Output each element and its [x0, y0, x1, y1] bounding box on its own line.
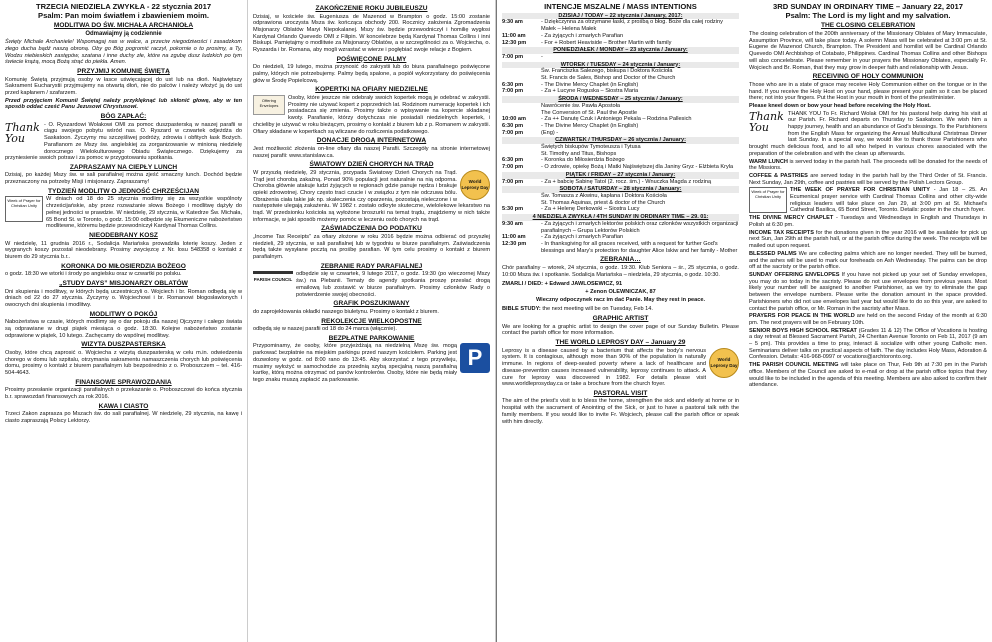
mass-intention-row	[502, 103, 739, 110]
mass-intention-row	[502, 54, 739, 61]
inline-heading: INCOME TAX RECEIPTS	[749, 229, 814, 236]
section-heading: KOPERTKI NA OFIARY NIEDZIELNE	[315, 86, 428, 94]
section-heading: ZEBRANIA…	[600, 256, 641, 264]
mass-intention-row	[502, 179, 739, 186]
polish-psalm: Psalm: Pan moim światłem i zbawieniem moim.	[38, 10, 209, 20]
mass-intention-text: - O zdrowie, opiekę Bożą i Matki Najświętszej dla Janiny Gryz - Elżbieta Kryla	[541, 164, 734, 171]
mass-intention-text: - Za + Helenę Derkowski – Siostra Lucy	[541, 206, 640, 213]
section-text: - O. Ryszardowi Wolakowi OMI za pomoc duszpasterską w naszej parafii w ciągu swojego pobytu wśród nas. O. Ryszard w czwartek odjeżdża do Saskatoon. Życzymy mu szczęśliwej podróży, zdrowia i obfitych łask Bożych. Parafianom ze Mszy św. angielskiej za zorganizowanie w minioną niedzielę dorocznego Wielokulturowego Obiadu Świątecznego. Dziękujemy za przyniesienie swoich potraw i za pomoc w przygotowaniu spotkania.	[5, 121, 242, 162]
section-heading: REKOLEKCJE WIELKOPOSTNE	[321, 317, 422, 325]
section-heading: TYDZIEŃ MODLITW O JEDNOŚĆ CHRZEŚCIJAN	[48, 187, 199, 195]
section-heading: ZAKOŃCZENIE ROKU JUBILEUSZU	[315, 5, 428, 12]
mass-intentions-column	[496, 0, 744, 642]
section-heading: KORONKA DO MIŁOSIERDZIA BOŻEGO	[61, 262, 186, 270]
inline-heading: BLESSED PALMS	[749, 250, 797, 257]
prayer-text: Święty Michale Archaniele! Wspomagaj nas w walce, a przeciw niegodziwości i zasadzkom złego ducha bądź naszą obroną. Oby go Bóg pogromić raczył, pokornie o to prosimy, a Ty, Wodzu niebieskich zastępów, szatana i inne duchy złe, które na zgubę dusz ludzkich po tym świecie krążą, mocą Bożą strąć do piekła. Amen.	[5, 39, 242, 66]
mass-intention-text: - Za ++ Danutę Czuk i Antoniego Pekala – Rodzina Pallesich	[541, 116, 692, 123]
section-heading: KAWA I CIASTO	[98, 402, 149, 410]
section-heading: PRZYJMIJ KOMUNIĘ ŚWIĘTĄ	[77, 68, 170, 76]
mass-time	[502, 151, 538, 158]
mass-intention-row	[502, 110, 739, 117]
mass-intention-text: St. Francis de Sales, Bishop and Doctor of the Church	[541, 75, 676, 82]
section-text: Dzisiaj, po każdej Mszy św. w sali parafialnej można zjeść smaczny lunch. Dochód będzie przeznaczony na potrzeby Misji i misjonarzy. Zapraszamy!	[5, 172, 242, 186]
mass-intention-text: The Conversion of St. Paul the Apostle	[541, 109, 638, 116]
mass-intention-text: - Za żyjących i zmarłych lektorów polskich oraz członków wszystkich organizacji parafialnych – Grupa Lektorów Polskich	[541, 220, 739, 234]
mass-time: 7:00 pm	[502, 53, 524, 60]
section-text: Przed przyjęciem Komunii Świętej należy przyklęknąć lub skłonić głowę, aby w ten sposób oddać cześć Panu Jezusowi Chrystusowi.	[5, 97, 242, 111]
mass-time: 9:30 am	[502, 220, 523, 227]
section-heading: BEZPŁATNE PARKOWANIE	[328, 334, 415, 342]
mass-time: 5:30 pm	[502, 206, 524, 213]
mass-intention-row	[502, 116, 739, 123]
section-heading: „STUDY DAYS” MISJONARZY OBLATÓW	[59, 279, 188, 287]
section-heading: GRAFIK POSZUKIWANY	[333, 300, 410, 308]
mass-time: 7:00 pm	[502, 164, 524, 171]
mass-intention-text: - Za + Lucyne Roguska – Siostra Maria	[541, 88, 639, 95]
mass-intention-row	[502, 164, 739, 171]
section-heading: ZEBRANIE RADY PARAFIALNEJ	[320, 262, 423, 270]
mass-intentions-title: INTENCJE MSZALNE / MASS INTENTIONS	[544, 2, 697, 11]
section-text: Dni skupienia i modlitwy, w których będą uczestniczyli o. Wojciech i br. Roman odbędą się w dniach od 22 do 27 stycznia. Życzymy o. Wojciechowi i br. Romanowi błogosławionych i owocnych dni skupienia i modlitwy.	[5, 288, 242, 308]
section-text: We are looking for a graphic artist to design the cover page of our Sunday Bulletin. Please contact the parish office for more information.	[502, 323, 739, 337]
section-heading: POŚWIĘCONE PALMY	[336, 55, 407, 63]
died-label: ZMARLI / DIED:	[502, 281, 544, 288]
section-text: Do niedzieli, 19 lutego, można przynosić do zakrystii lub do biura parafialnego poświęcone palmy, których nie potrzebujemy. Palmy będą spalone, a popiół wykorzystany do poświęcenia głów w Środę Popielcową.	[253, 64, 490, 84]
mass-intention-row	[502, 33, 739, 40]
thank-you-logo: Thank You	[5, 120, 40, 145]
section-text: THANK YOU To Fr. Richard Wolak OMI for his pastoral help during his visit at our Parish. Fr. Richard departs on Thursday to Saskatoon. We wish him a happy journey, health and an abundance of God's blessings. To the Parishioners from the English Mass for organizing the Annual Multicultural Christmas Dinner last Sunday. In a special way, we would like to thank those Parishioners who brought much delicious food, and to all who helped in various chores associated with the preparation of the celebration and with the clean up afterwards.	[749, 110, 987, 157]
section-text: odbędą się w naszej parafii od 18 do 24 marca (włącznie).	[253, 326, 397, 333]
inline-heading: PRAYERS FOR PEACE IN THE WORLD	[749, 313, 855, 320]
mass-intention-row	[502, 144, 739, 151]
section-text: Please kneel down or bow your head before receiving the Holy Host.	[749, 102, 931, 109]
section-subheading: Odmawiajmy ją codziennie	[85, 31, 162, 38]
leprosy-day-logo: World Leprosy Day	[460, 170, 490, 200]
section-heading: BÓG ZAPŁAĆ:	[100, 113, 147, 121]
section-text: The aim of the priest's visit is to bless the home, strengthen the sick and elderly at home or in hospital with the sacrament of Anointing of the Sick, or just to have a pastoral talk with the family members. If you would like to invite Fr. Wojciech, please call the parish office or speak with him directly.	[502, 398, 739, 425]
mass-time: 7:00 pm	[502, 88, 524, 95]
section-heading: NIEODEBRANY KOSZ	[89, 231, 158, 239]
bible-study-text: the next meeting will be on Tuesday, Feb 14.	[542, 306, 653, 313]
parish-council-logo: PARISH COUNCIL	[253, 271, 293, 295]
envelopes-logo: Offering Envelopes	[253, 95, 285, 115]
inline-heading: SENIOR BOYS HIGH SCHOOL RETREAT	[749, 327, 857, 334]
section-heading: FINANSOWE SPRAWOZDANIA	[75, 378, 172, 386]
mass-intention-text: - Koronka do Miłosierdzia Bożego	[541, 157, 625, 164]
mass-intention-row	[502, 157, 739, 164]
mass-intention-row	[502, 130, 739, 137]
mass-intention-row	[502, 123, 739, 130]
mass-time: 9:30 am	[502, 19, 523, 26]
english-title: 3RD SUNDAY IN ORDINARY TIME – January 22, 2017	[773, 2, 963, 11]
section-text: Przypominamy, że osoby, które przyjeżdżają na niedzielną Mszę św. mogą parkować bezpłatnie na miejskim parkingu przed naszym kościołem. Parking jest dozwolony w godz. od 8:00 rano do 13:45. Aby skorzystać z tego przywileju, musimy wyłożyć w samochodzie za przednią szybą specjalną naszą parafialną kartkę, którą można otrzymać od panów kontrolerów. Osoby, które nie będą miały tego znaku muszą zapłacić za parkowanie.	[253, 343, 457, 383]
mass-intentions-list	[502, 13, 739, 255]
mass-intention-row	[502, 75, 739, 82]
section-text: We are collecting palms which are no longer needed. They will be burned, and the ashes will be used to mark our foreheads on Ash Wednesday. The palms can be drop off at the sacristy or the parish office.	[749, 250, 987, 271]
section-text: Osoby, które jeszcze nie odebrały swoich kopertek mogą je odebrać w zakrystii. Prosimy nie używać kopert z poprzednich lat. Rodzinom numerację kopertek i ich posiadacza się zmienia. Prosimy także o wpisywanie na kopercie składanej kwoty. Parafianie, którzy dotychczas nie posiadali niedzielnych kopertek, i chcieliby je używać w roku bieżącym, prosimy o kontakt z biurem lub z p. Romanem w zakrystii. Ofiary składane w kopertkach są wliczane do rozliczenia podatkowego.	[253, 95, 490, 135]
mass-intention-row	[502, 40, 739, 47]
section-heading: GRAPHIC ARTIST	[592, 315, 649, 323]
mass-intention-row	[502, 82, 739, 89]
section-text: - Tuesdays and Wednesdays in English and Thursdays in Polish at 6:30 pm.	[749, 215, 987, 229]
polish-title: TRZECIA NIEDZIELA ZWYKŁA - 22 stycznia 2017	[35, 2, 212, 11]
section-text: odbędzie się w czwartek, 9 lutego 2017, o godz. 19:30 (po wieczornej Mszy św.) na Plebanii. Tematy do agendy spotkania proszę przesłać drogą emailową lub zostawić w biurze parafialnym. Prosimy członków Rady o potwierdzenie swojej obecności.	[296, 271, 490, 298]
died-entry: + Edward JAWLOSEWICZ, 91	[544, 281, 623, 288]
inline-heading: THE WEEK OF PRAYER FOR CHRISTIAN UNITY	[790, 187, 931, 194]
section-heading: RECEIVING OF HOLY COMMUNION	[812, 73, 924, 81]
mass-day-heading: CZWARTEK / THURSDAY – 26 stycznia / January:	[502, 137, 739, 144]
mass-time: 11:00 am	[502, 234, 526, 241]
section-text: Nabożeństwa w czasie, których modlimy się o dar pokoju dla naszej Ojczyzny i całego świata są odprawiane w drugi piątek miesiąca o godz. 18:30. Kolejne nabożeństwo zostanie odprawione w piątek, 10 lutego. Zachęcamy do wspólnej modlitwy.	[5, 319, 242, 339]
mass-day-heading: 4 NIEDZIELA ZWYKŁA / 4TH SUNDAY IN ORDINARY TIME – 29. 01:	[502, 214, 739, 221]
section-heading: THE WORLD LEPROSY DAY – January 29	[555, 339, 686, 347]
mass-day-heading: PIĄTEK / FRIDAY – 27 stycznia / January:	[502, 172, 739, 179]
mass-intention-text: Św. Franciszka Salezego, biskupa i Doktora Kościoła	[541, 68, 673, 75]
mass-time: 11:00 am	[502, 32, 526, 39]
mass-intention-row	[502, 88, 739, 95]
english-psalm: Psalm: The Lord is my light and my salvation.	[785, 10, 951, 20]
mass-intention-text: Św. Tomasza z Akwinu, kapłana i Doktora Kościoła	[541, 193, 667, 199]
mass-intention-row	[502, 193, 739, 200]
section-text: is served today in the parish hall. The proceeds will be donated for the needs of the Missions.	[749, 158, 988, 172]
mass-time: 7:00 pm	[502, 178, 524, 185]
section-heading: WIZYTA DUSZPASTERSKA	[81, 341, 166, 349]
section-heading: THE CLOSING CELEBRATION	[820, 22, 916, 30]
mass-day-heading: DZISIAJ / TODAY – 22 stycznia / January, 2017:	[502, 13, 739, 20]
section-text: „Income Tax Receipts” za ofiary złożone w roku 2016 będzie można odbierać od przyszłej niedzieli, 29 stycznia, w sali parafialnej lub w tygodniu w biurze parafialnym. Zaświadczenia będą także wysyłane pocztą na prośbę parafian. W tym celu prosimy o kontakt z biurem parafialnym.	[253, 234, 490, 261]
section-heading: ŚWIATOWY DZIEŃ CHORYCH NA TRĄD	[309, 161, 434, 169]
christian-unity-logo: Week of Prayer for Christian Unity	[749, 187, 787, 213]
section-heading: ZAPRASZAMY NA CIEPŁY LUNCH	[69, 163, 178, 171]
section-text: Those who are in a state of grace may receive Holy Communion either on the tongue or in the hand. If you receive the Holy Host on your hand, please present your palm so it can be placed there; not into your fingers. Put the Host in your mouth in front of the priest/minister.	[749, 81, 987, 102]
section-text: are held on the second Friday of the month at 6:30 pm. The next prayers will be on February 10th.	[749, 313, 987, 326]
mass-intention-text: - The Divine Mercy Chaplet (in English)	[541, 81, 639, 88]
section-text: Leprosy is a disease caused by a bacterium that affects the body's nervous system. It is contagious, although more than 90% of the population is naturally immune. In regions of deep-seated poverty where a lack of healthcare and disease-prevention causes increased vulnerability, leprosy continues to attack. A cure for leprosy was discovered in 1982. For details please visit www.worldleprosyday.ca or take a brochure from the church foyer.	[502, 347, 706, 388]
mass-intention-row	[502, 241, 739, 254]
mass-intention-text: St. Thomas Aquinas, priest & doctor of the Church	[541, 199, 666, 206]
mass-intention-text: Świętych biskupów Tymoteusza i Tytusa	[541, 144, 641, 151]
mass-day-heading: PONIEDZIAŁEK / MONDAY – 23 stycznia / January:	[502, 47, 739, 54]
section-text: will take place on Thur, Feb 9th at 7:30 pm in the Parish office. Members of the Council are asked to e-mail or drop at the parish office topics that they would like to be included in the agenda of this meeting. Members are also asked to confirm their attendance.	[749, 362, 987, 389]
christian-unity-logo: Week of Prayer for Christian Unity	[5, 196, 43, 222]
mass-time: 7:00 pm	[502, 129, 524, 136]
thank-you-logo: Thank You	[749, 109, 784, 134]
mass-intention-row	[502, 151, 739, 158]
mass-intention-text: - Dziękczynna za otrzymane łaski, z prośbą o błog. Boże dla całej rodziny Małek – Helena Małek	[541, 19, 723, 33]
mass-intention-text: (Eng) -	[541, 129, 559, 136]
mass-intention-text: Nawrócenie św. Pawła Apostoła	[541, 102, 620, 109]
section-text: are served today in the parish hall by the Third Order of St. Francis. Next Sunday, Jan 29th, coffee and pastries will be served by the Polish Lectors Group.	[749, 172, 987, 186]
mass-day-heading: WTOREK / TUESDAY – 24 stycznia / January:	[502, 62, 739, 69]
section-text: W przyszłą niedzielę, 29 stycznia, przypada Światowy Dzień Chorych na Trąd. Trąd jest chorobą zakaźną. Ponad 90% populacji jest naturalnie na nią odporna. Choroba głównie atakuje ludzi żyjących w regionach gdzie panuje nędza i brakuje opieki zdrowotnej. Chory często traci czucie i w związku z tym nie odczuwa bólu. Obrażenia ciała takie jak np. skaleczenia czy oparzenia, pozostają nieleczone i w następstwie ulegają zakażeniu. W 1982 r. zostało odkryte skuteczne, wielolekowe lekarstwo na trąd. W przedsionku kościoła są wyłożone broszurki na temat trądu, znajdziemy w nich także informacje, w jaki sposób możemy pomóc w leczeniu osób chorych na trąd.	[253, 169, 490, 223]
mass-intention-row	[502, 19, 739, 32]
mass-intention-text: -	[541, 53, 543, 60]
mass-time	[502, 75, 538, 82]
inline-heading: SUNDAY OFFERING ENVELOPES	[749, 271, 840, 278]
mass-intention-text: - Za żyjących i zmarłych Parafian	[541, 32, 624, 39]
mass-time	[502, 200, 538, 207]
mass-intention-text: - Za żyjących i zmarłych Parafian	[541, 234, 624, 241]
section-text: for the donations given in the year 2016 will be available for pick up next Sun, Jan 29th at the parish hall, or at the parish office during the week. The receipts will be mailed out upon request.	[749, 229, 987, 250]
mass-intention-text: - In thanksgiving for all graces received, with a request for further God's blessings and Mary's protection for daughter Alice Iskiw and her family - Mother	[541, 240, 738, 254]
mass-time	[502, 144, 538, 151]
inline-heading: THE DIVINE MERCY CHAPLET	[749, 215, 834, 222]
mass-intention-row	[502, 234, 739, 241]
mass-time	[502, 110, 538, 117]
inline-heading: WARM LUNCH	[749, 158, 788, 165]
mass-time: 6:30 pm	[502, 122, 524, 129]
english-column	[744, 0, 992, 642]
polish-column-1	[0, 0, 248, 642]
section-text: Trzeci Zakon zaprasza po Mszach św. do sali parafialnej. W niedzielę, 29 stycznia, na kawę i ciasto zapraszają Polscy Lektorzy.	[5, 411, 242, 424]
mass-time: 12:30 pm	[502, 240, 527, 247]
section-heading: MODLITWA DO ŚW. MICHAŁA ARCHANIOŁA	[53, 22, 194, 30]
section-text: Jest możliwość złożenia on-line ofiary dla naszej Parafii. Szczegóły na stronie internetowej naszej parafii: www.stanislaw.ca.	[253, 145, 490, 159]
section-text: Chór parafialny – wtorek, 24 stycznia, o godz. 19:30. Klub Seniora – śr., 25 stycznia, o godz. 10:00 Msza św. i spotkanie. Sodalicja Mariańska – niedziela, 29 stycznia, o godz. 10:30.	[502, 264, 739, 278]
section-text: If you have not picked up your set of Sunday envelopes, you may do so today in the sacristy. Please do not use envelopes from previous years. Most likely your number will be assigned to another Parishioner, as we try to eliminate the gap between the envelope numbers. Please write the donation amount in the space provided. Parishioners who did not use envelopes last year but would like to do so this year, are asked to contact the parish office, or Mr. Roman in the sacristy after Mass.	[749, 271, 987, 312]
bible-study-label: BIBLE STUDY:	[502, 306, 541, 313]
leprosy-day-logo: World Leprosy Day	[709, 348, 739, 378]
mass-intention-row	[502, 221, 739, 234]
mass-day-heading: ŚRODA / WEDNESDAY – 25 stycznia / January:	[502, 96, 739, 103]
rest-in-peace-text: Wieczny odpoczynek racz im dać Panie. May they rest in peace.	[535, 296, 706, 303]
mass-intention-row	[502, 206, 739, 213]
mass-day-heading: SOBOTA / SATURDAY – 28 stycznia / January:	[502, 186, 739, 193]
section-text: Prosimy przesłanie organizacji parafialnych o przekazanie o. Proboszczowi do końca stycznia b.r. sprawozdań finansowych za rok 2016.	[5, 387, 242, 400]
section-text: Komunię Świętą przyjmują osoby w łasce uświęcającej do ust lub na dłoń. Najświętszy Sakrament Eucharystii przyjmujemy na otwartą dłoń, nie do palców i należy włożyć ją do ust przed kapłanem / szafarzem.	[5, 76, 242, 96]
section-heading: DONACJE DROGĄ INTERNETOWĄ	[316, 137, 427, 145]
mass-intention-text: - For + Robert Heaviside – Brother Martin with family	[541, 39, 672, 46]
mass-time: 12:30 pm	[502, 39, 527, 46]
died-entry: + Zenon OLEWNICZAK, 87	[585, 289, 656, 296]
inline-heading: COFFEE & PASTRIES	[749, 172, 808, 179]
section-text: o godz. 18:30 we wtorki i środy po angielsku oraz w czwartki po polsku.	[5, 271, 182, 278]
section-text: The closing celebration of the 200th anniversary of the Missionary Oblates of Mary Immaculate, Assumption Province, will take place today. A solemn Mass will be celebrated at 3:00 pm at St. Eugene de Mazenod Church, Brampton. The President and homilist will be Cardinal Orlando Quevedo OMI Archbishop of Cotabato, Philippines. Cardinal Thomas Collins and other Bishops will also concelebrate. Please remember in your prayers the Missionary Oblates, especially Fr. Wojciech and Br. Roman, that they may grow in deeper faith and relationship with Jesus.	[749, 31, 987, 71]
section-heading: MODLITWY O POKÓJ	[89, 310, 158, 318]
mass-intention-text: - Za + babcię Sabinę Tatol (2. rocz. śm.) - Wnuczka Magda z rodziną	[541, 178, 712, 185]
section-text: W dniach od 18 do 25 stycznia modlimy się za wszystkie wspólnoty chrześcijańskie, aby przez rozważanie słowa Bożego i modlitwę dążyły do pełnej jedności w prawdzie. W niedzielę, 29 stycznia, w Katedrze Św. Michała, 65 Bond St. w Toronto, o godz. 15:00 odbędzie się Ekumeniczne nabożeństwo modlitewne, któremu będzie przewodniczył Kardynał Thomas Collins.	[46, 196, 242, 230]
mass-intention-row	[502, 68, 739, 75]
parking-icon: P	[460, 343, 490, 373]
section-text: Dzisiaj, w kościele św. Eugeniusza de Mazenod w Brampton o godz. 15:00 zostanie odprawiona uroczysta Msza św. kończąca obchody 200. Rocznicy założenia Zgromadzenia Misjonarzy Oblatów Maryi Niepokalanej. Mszy św. będzie przewodniczył i homilię wygłosi Kardynał Orlando Quevedo OMI z Filipin. W koncelebrze będą Kardynał Thomas Collins i inni Biskupi. Pamiętajmy o modlitwie za Misjonarzy Oblatów, a w szczególności za o. Wojciecha, o. Ryszarda i br. Romana, aby mogli wzrastać w wierze i pogłębiać swoje relacje z Bogiem.	[253, 13, 490, 54]
section-text: do zaprojektowania okładki naszego biuletynu. Prosimy o kontakt z biurem.	[253, 308, 439, 315]
section-text: Osoby, które chcą zaprosić o. Wojciecha z wizytą duszpasterską w celu m.in. odwiedzenia chorego w domu lub szpitalu, otrzymania sakramentu namaszczenia chorych lub poświęcenia domu, prosimy o kontakt z biurem parafialnym lub bezpośrednio z o. Proboszczem – tel. 416-504-4643.	[5, 349, 242, 377]
mass-intention-text: - The Divine Mercy Chaplet (in English)	[541, 122, 639, 129]
mass-time	[502, 68, 538, 75]
section-text: W niedzielę, 11 grudnia 2016 r., Sodalicja Mariańska prowadziła loterię koszy. Jeden z wygranych koszy pozostał nieodebrany. Prosimy zwycięzcę z Nr. losu 548358 o kontakt z biurem do 29 stycznia b.r..	[5, 240, 242, 260]
mass-time	[502, 193, 538, 200]
mass-time: 6:30 pm	[502, 81, 524, 88]
mass-time: 6:30 pm	[502, 157, 524, 164]
section-heading: PASTORAL VISIT	[593, 389, 648, 397]
polish-column-2	[248, 0, 496, 642]
mass-intention-text: St. Timothy and Titus, Bishops	[541, 150, 617, 157]
mass-time	[502, 103, 538, 110]
mass-intention-row	[502, 200, 739, 207]
section-text: (Grades 11 & 12) The Office of Vocations is hosting a day retreat at Blessed Sacrament Parish, 24 Cheritan Avenue Toronto on Feb 11, 2017 (9 am – 5 pm). This provides a time to pray, interact & socialize with other young Catholic men. Seminarians deliver talks on practical aspects of faith. The day includes Holy Mass, Adoration & Confession. Details: 416-968-0997 or vocations@archtoronto.org.	[749, 327, 987, 361]
section-text: - Jan 18 – 25. An Ecumenical prayer service with Cardinal Thomas Collins and other city-wide religious leaders will take place on Jan 29, at 3:00 pm at St. Michael's Cathedral Basilica, 65 Bond Street, Toronto. Details: poster in the church foyer.	[790, 187, 988, 214]
section-heading: ZAŚWIADCZENIA DO PODATKU	[321, 225, 422, 233]
inline-heading: THE PARISH COUNCIL MEETING	[749, 362, 839, 369]
mass-time: 10:00 am	[502, 116, 526, 123]
